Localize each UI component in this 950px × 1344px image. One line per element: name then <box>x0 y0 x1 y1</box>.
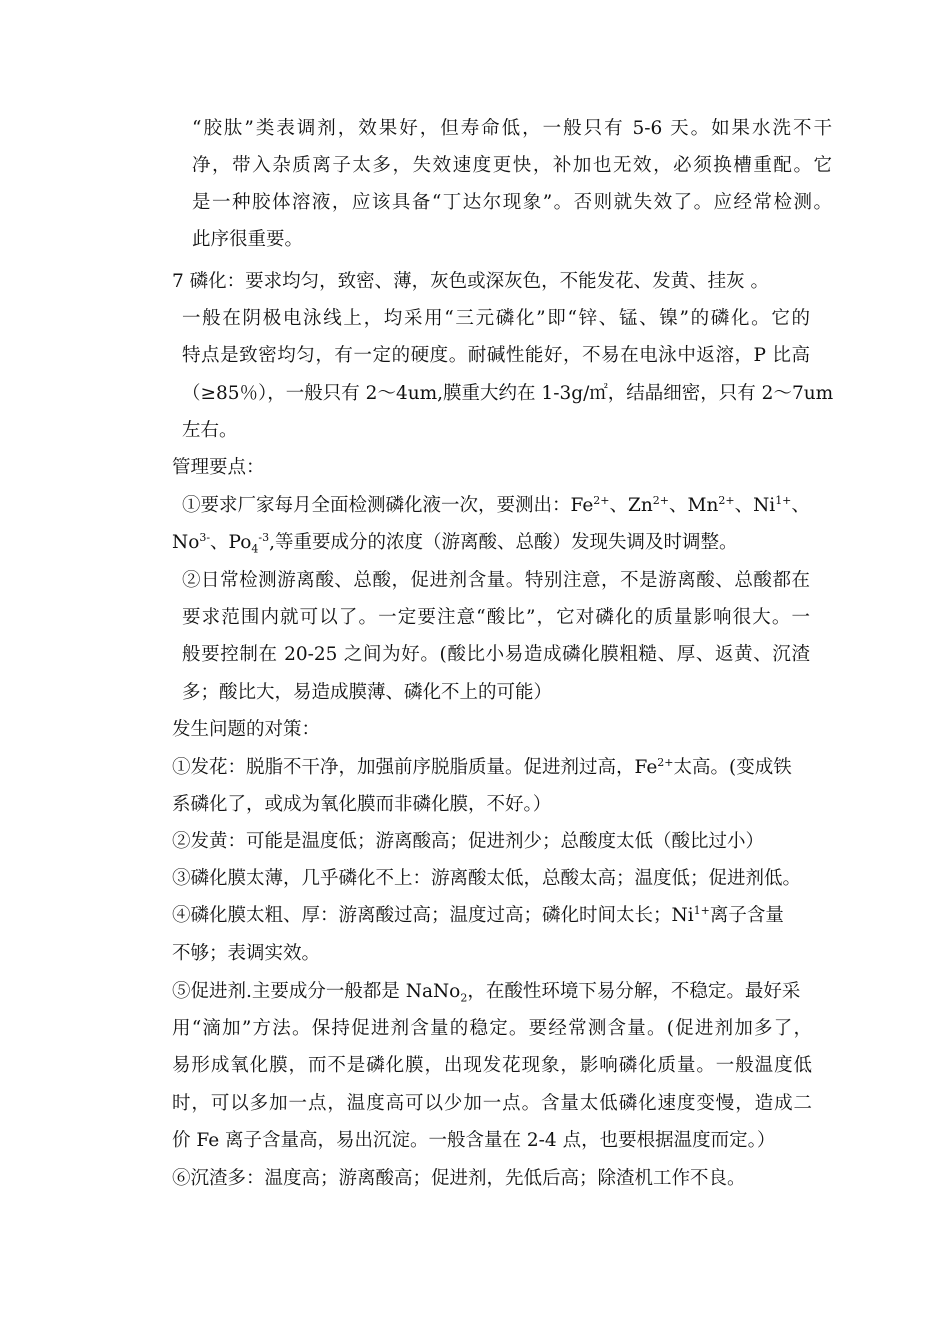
paragraph-line: 一般在阴极电泳线上，均采用“三元磷化”即“锌、锰、镍”的磷化。它的 <box>182 308 810 329</box>
problem-3: ③磷化膜太薄，几乎磷化不上：游离酸太低，总酸太高；温度低；促进剂低。 <box>172 868 802 889</box>
problem-2: ②发黄：可能是温度低；游离酸高；促进剂少；总酸度太低（酸比过小） <box>172 831 765 852</box>
section-7-heading-line: 7 磷化：要求均匀，致密、薄，灰色或深灰色，不能发花、发黄、挂灰 。 <box>172 271 770 292</box>
problems-title: 发生问题的对策： <box>172 719 321 740</box>
problem-5-line: 价 Fe 离子含量高，易出沉淀。一般含量在 2-4 点，也要根据温度而定。） <box>172 1130 776 1151</box>
problem-1-line-1: ①发花：脱脂不干净，加强前序脱脂质量。促进剂过高，$Fe^{2+}$太高。(变成铁 <box>172 755 792 778</box>
paragraph-line: 特点是致密均匀，有一定的硬度。耐碱性能好，不易在电泳中返溶，P 比高 <box>182 345 810 366</box>
paragraph-line: 净，带入杂质离子太多，失效速度更快，补加也无效，必须换槽重配。它 <box>192 155 832 176</box>
problem-5-line: 易形成氧化膜，而不是磷化膜，出现发花现象，影响磷化质量。一般温度低 <box>172 1055 812 1076</box>
management-item-2-line: ②日常检测游离酸、总酸，促进剂含量。特别注意，不是游离酸、总酸都在 <box>182 570 810 591</box>
management-title: 管理要点： <box>172 457 265 478</box>
problem-4-line-1: ④磷化膜太粗、厚：游离酸过高；温度过高；磷化时间太长；$Ni^{1+}$离子含量 <box>172 903 784 926</box>
management-item-2-line: 多；酸比大，易造成膜薄、磷化不上的可能） <box>182 682 553 703</box>
management-item-1-line-2: $No^{3-}$、$Po_4^{-3}$,等重要成分的浓度（游离酸、总酸）发现失调及时调整。 <box>172 530 738 556</box>
paragraph-line: 左右。 <box>182 420 238 441</box>
problem-6: ⑥沉渣多：温度高；游离酸高；促进剂，先低后高；除渣机工作不良。 <box>172 1168 746 1189</box>
problem-5-line-1: ⑤促进剂.主要成分一般都是 NaNo$_2$，在酸性环境下易分解，不稳定。最好采 <box>172 981 801 1005</box>
problem-5-line: 用“滴加”方法。保持促进剂含量的稳定。要经常测含量。(促进剂加多了， <box>172 1018 812 1039</box>
paragraph-line: 是一种胶体溶液，应该具备“丁达尔现象”。否则就失效了。应经常检测。 <box>192 192 832 213</box>
management-item-2-line: 般要控制在 20-25 之间为好。(酸比小易造成磷化膜粗糙、厚、返黄、沉渣 <box>182 644 810 665</box>
paragraph-line: 此序很重要。 <box>192 229 304 250</box>
problem-5-line: 时，可以多加一点，温度高可以少加一点。含量太低磷化速度变慢，造成二 <box>172 1093 812 1114</box>
problem-1-line-2: 系磷化了，或成为氧化膜而非磷化膜，不好。） <box>172 794 552 815</box>
management-item-1-line-1: ①要求厂家每月全面检测磷化液一次，要测出：$Fe^{2+}$、$Zn^{2+}$、$Mn^{2+}$、$Ni^{1+}$、 <box>182 493 810 516</box>
problem-4-line-2: 不够；表调实效。 <box>172 943 321 964</box>
paragraph-line: “胶肽”类表调剂，效果好，但寿命低，一般只有 5-6 天。如果水洗不干 <box>192 118 832 139</box>
management-item-2-line: 要求范围内就可以了。一定要注意“酸比”，它对磷化的质量影响很大。一 <box>182 607 810 628</box>
paragraph-line: （≥85％），一般只有 2～4um,膜重大约在 1-3g/㎡，结晶细密，只有 2～7um <box>182 383 834 404</box>
